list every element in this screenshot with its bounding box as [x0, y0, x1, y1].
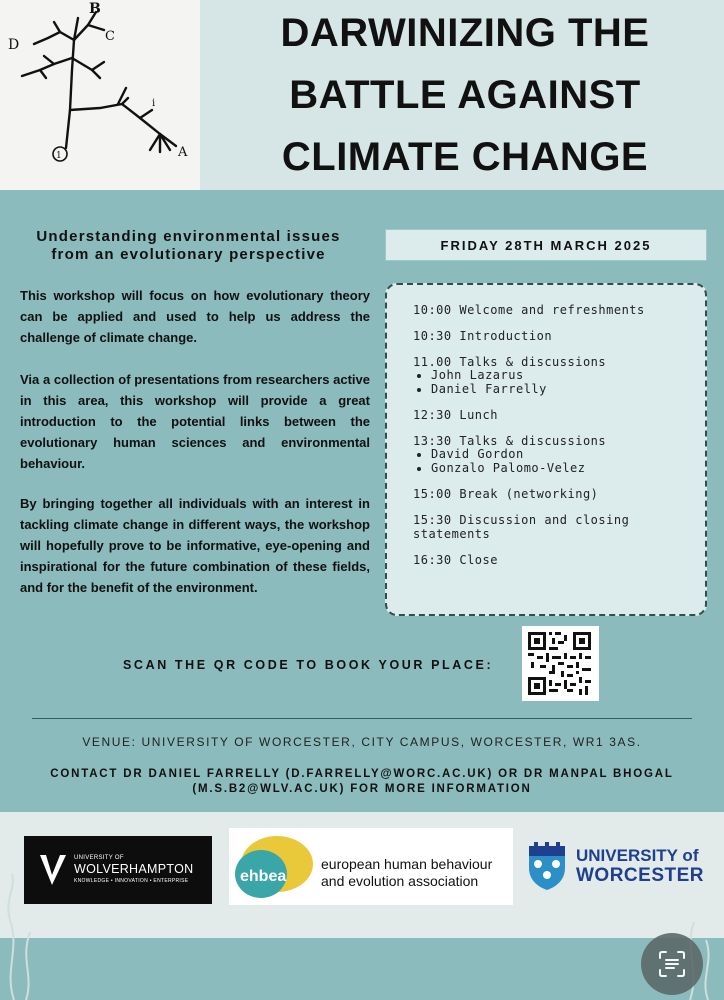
wolverhampton-crest-icon [38, 853, 68, 887]
wolverhampton-logo [24, 836, 212, 904]
tree-of-life-icon [0, 0, 200, 190]
worcester-logo [526, 838, 716, 898]
speaker-name: • John Lazarus [431, 369, 695, 383]
subtitle-line: Understanding environmental issues [36, 228, 341, 245]
wlv-name-text: WOLVERHAMPTON [74, 862, 194, 876]
ehbea-name-line: european human behaviour [321, 856, 493, 872]
ehbea-logo [229, 828, 513, 905]
title-line: DARWINIZING THE [280, 11, 650, 55]
schedule-box [385, 283, 707, 616]
sketch-label-d: D [8, 37, 20, 53]
schedule-item [413, 513, 695, 541]
schedule-item-text: 15:00 Break (networking) [413, 487, 599, 501]
qr-code-icon [522, 626, 599, 701]
title-line: BATTLE AGAINST [289, 73, 641, 117]
wlv-top-text: UNIVERSITY OF [74, 855, 124, 861]
ehbea-short-text: ehbea [240, 868, 287, 885]
intro-paragraph: This workshop will focus on how evolutionary theory can be applied and used to help us address the challenge of climate change. [20, 288, 370, 345]
darwin-tree-sketch [0, 0, 200, 190]
poster-title [215, 2, 715, 188]
schedule-item [413, 487, 695, 501]
sketch-label-b: B [89, 1, 101, 17]
qr-code-label: SCAN THE QR CODE TO BOOK YOUR PLACE: [123, 658, 494, 672]
section-divider [32, 718, 692, 719]
ehbea-name-line: and evolution association [321, 873, 479, 889]
title-line: CLIMATE CHANGE [281, 135, 649, 179]
venue-text: VENUE: UNIVERSITY OF WORCESTER, CITY CAMPUS, WORCESTER, WR1 3AS. [82, 735, 642, 749]
event-date: FRIDAY 28TH MARCH 2025 [385, 229, 707, 261]
schedule-item [413, 408, 695, 422]
uow-line2: WORCESTER [576, 865, 704, 886]
schedule-item [413, 434, 695, 475]
sketch-label-i: i [152, 98, 156, 109]
schedule-item-text: 15:30 Discussion and closing statements [413, 513, 630, 541]
speaker-list [413, 448, 695, 475]
contact-line: CONTACT DR DANIEL FARRELLY (D.FARRELLY@WORC.AC.UK) OR DR MANPAL BHOGAL [50, 768, 674, 780]
uow-line1: UNIVERSITY of [576, 846, 699, 865]
schedule-item [413, 553, 695, 567]
schedule-item [413, 303, 695, 317]
schedule-item-text: 11.00 Talks & discussions [413, 355, 607, 369]
schedule-item [413, 355, 695, 396]
closing-paragraph: By bringing together all individuals with an interest in tackling climate change in different ways, the workshop will hopefully prove to be informative, eye-opening and inspirational for the future combination of these fields, and for the benefit of the environment. [20, 496, 370, 595]
booking-qr-code[interactable] [522, 626, 599, 701]
wlv-tagline-text: KNOWLEDGE • INNOVATION • ENTERPRISE [74, 878, 189, 884]
schedule-item-text: 10:00 Welcome and refreshments [413, 303, 645, 317]
subtitle [16, 228, 361, 264]
speaker-name: • Daniel Farrelly [431, 383, 695, 397]
ehbea-emblem-icon [233, 834, 315, 900]
sketch-label-one: 1 [56, 151, 62, 161]
lens-scan-button[interactable] [641, 933, 703, 995]
sketch-label-c: C [105, 29, 115, 44]
speaker-name: • Gonzalo Palomo-Velez [431, 462, 695, 476]
speaker-name: • David Gordon [431, 448, 695, 462]
presentations-paragraph: Via a collection of presentations from researchers active in this area, this workshop will provide a great introduction to the potential links between the evolutionary human sciences and environmental behaviour. [20, 372, 370, 471]
subtitle-line: from an evolutionary perspective [51, 246, 326, 263]
schedule-item [413, 329, 695, 343]
worcester-crest-icon [526, 842, 568, 892]
schedule-item-text: 16:30 Close [413, 553, 498, 567]
schedule-item-text: 13:30 Talks & discussions [413, 434, 607, 448]
speaker-list [413, 369, 695, 396]
sketch-label-a: A [178, 145, 188, 160]
contact-info [20, 767, 704, 796]
scan-text-icon [658, 950, 686, 978]
schedule-item-text: 10:30 Introduction [413, 329, 553, 343]
contact-line: (M.S.B2@WLV.AC.UK) FOR MORE INFORMATION [192, 782, 532, 795]
schedule-item-text: 12:30 Lunch [413, 408, 498, 422]
